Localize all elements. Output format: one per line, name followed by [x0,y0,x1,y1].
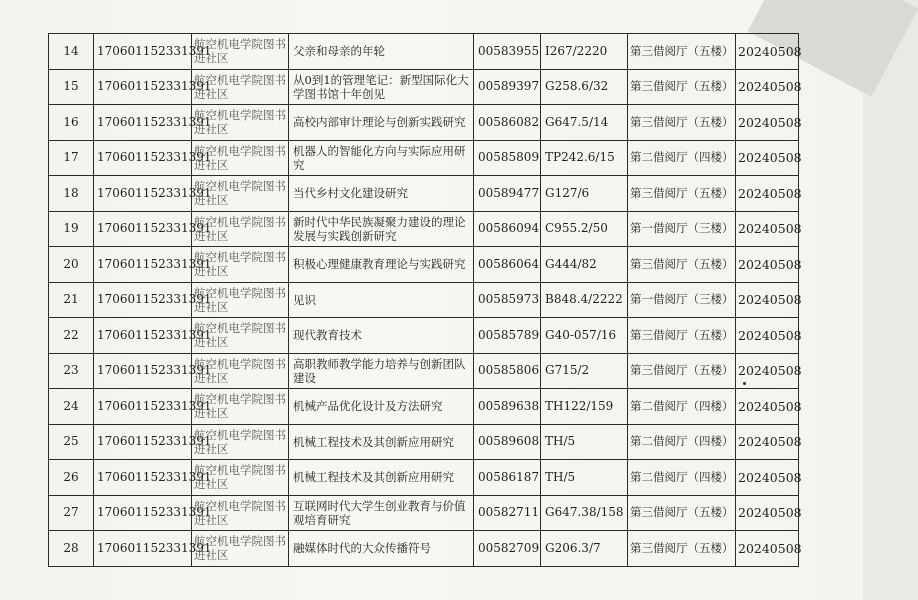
barcode: 00589638 [474,389,541,425]
location: 第三借阅厅（五楼） [628,318,736,354]
book-title: 从0到1的管理笔记：新型国际化大学图书馆十年创见 [289,69,474,105]
barcode: 00585973 [474,282,541,318]
location: 第二借阅厅（四楼） [628,460,736,496]
table-row [49,34,799,70]
table-row [49,424,799,460]
reader-id: 170601152331391 [94,34,192,70]
location: 第三借阅厅（五楼） [628,531,736,567]
call-number: TP242.6/15 [541,140,628,176]
call-number: C955.2/50 [541,211,628,247]
call-number: G647.5/14 [541,105,628,141]
row-number: 24 [49,389,94,425]
book-title: 现代教育技术 [289,318,474,354]
barcode: 00586082 [474,105,541,141]
library-name: 航空机电学院图书进社区 [192,140,289,176]
reader-id: 170601152331391 [94,105,192,141]
table-row [49,318,799,354]
book-title: 高职教师教学能力培养与创新团队建设 [289,353,474,389]
library-name: 航空机电学院图书进社区 [192,247,289,283]
library-name: 航空机电学院图书进社区 [192,34,289,70]
row-number: 15 [49,69,94,105]
call-number: G40-057/16 [541,318,628,354]
library-name: 航空机电学院图书进社区 [192,211,289,247]
call-number: G444/82 [541,247,628,283]
barcode: 00586094 [474,211,541,247]
row-number: 19 [49,211,94,247]
call-number: TH/5 [541,424,628,460]
library-name: 航空机电学院图书进社区 [192,353,289,389]
book-title: 机械工程技术及其创新应用研究 [289,460,474,496]
row-number: 14 [49,34,94,70]
row-number: 26 [49,460,94,496]
call-number: TH122/159 [541,389,628,425]
reader-id: 170601152331391 [94,282,192,318]
reader-id: 170601152331391 [94,69,192,105]
row-number: 18 [49,176,94,212]
row-number: 28 [49,531,94,567]
book-title: 机器人的智能化方向与实际应用研究 [289,140,474,176]
date: 20240508 [736,282,799,318]
barcode: 00582709 [474,531,541,567]
barcode: 00583955 [474,34,541,70]
book-title: 父亲和母亲的年轮 [289,34,474,70]
date: 20240508 [736,176,799,212]
row-number: 20 [49,247,94,283]
call-number: G206.3/7 [541,531,628,567]
library-name: 航空机电学院图书进社区 [192,69,289,105]
library-name: 航空机电学院图书进社区 [192,318,289,354]
barcode: 00589397 [474,69,541,105]
barcode: 00585806 [474,353,541,389]
date: 20240508 [736,211,799,247]
library-name: 航空机电学院图书进社区 [192,531,289,567]
library-name: 航空机电学院图书进社区 [192,105,289,141]
reader-id: 170601152331391 [94,424,192,460]
call-number: B848.4/2222 [541,282,628,318]
reader-id: 170601152331391 [94,140,192,176]
book-title: 高校内部审计理论与创新实践研究 [289,105,474,141]
table-row [49,211,799,247]
call-number: G127/6 [541,176,628,212]
location: 第三借阅厅（五楼） [628,69,736,105]
row-number: 17 [49,140,94,176]
book-list-table [48,33,802,567]
date: 20240508 [736,460,799,496]
location: 第一借阅厅（三楼） [628,211,736,247]
call-number: TH/5 [541,460,628,496]
library-name: 航空机电学院图书进社区 [192,389,289,425]
reader-id: 170601152331391 [94,353,192,389]
row-number: 21 [49,282,94,318]
reader-id: 170601152331391 [94,460,192,496]
reader-id: 170601152331391 [94,318,192,354]
date: 20240508 [736,247,799,283]
location: 第二借阅厅（四楼） [628,389,736,425]
reader-id: 170601152331391 [94,176,192,212]
row-number: 27 [49,495,94,531]
date: 20240508 [736,424,799,460]
barcode: 00589477 [474,176,541,212]
table-row [49,69,799,105]
row-number: 25 [49,424,94,460]
library-name: 航空机电学院图书进社区 [192,460,289,496]
reader-id: 170601152331391 [94,531,192,567]
table-row [49,282,799,318]
call-number: G647.38/158 [541,495,628,531]
reader-id: 170601152331391 [94,247,192,283]
date: 20240508 [736,389,799,425]
book-title: 新时代中华民族凝聚力建设的理论发展与实践创新研究 [289,211,474,247]
book-title: 机械产品优化设计及方法研究 [289,389,474,425]
reader-id: 170601152331391 [94,389,192,425]
book-title: 当代乡村文化建设研究 [289,176,474,212]
barcode: 00586064 [474,247,541,283]
row-number: 16 [49,105,94,141]
location: 第一借阅厅（三楼） [628,282,736,318]
table-row [49,105,799,141]
location: 第三借阅厅（五楼） [628,495,736,531]
call-number: I267/2220 [541,34,628,70]
reader-id: 170601152331391 [94,211,192,247]
library-name: 航空机电学院图书进社区 [192,282,289,318]
location: 第二借阅厅（四楼） [628,424,736,460]
table-row [49,389,799,425]
book-title: 融媒体时代的大众传播符号 [289,531,474,567]
book-title: 积极心理健康教育理论与实践研究 [289,247,474,283]
call-number: G715/2 [541,353,628,389]
location: 第三借阅厅（五楼） [628,34,736,70]
date: 20240508 [736,353,799,389]
book-title: 见识 [289,282,474,318]
library-name: 航空机电学院图书进社区 [192,176,289,212]
date: 20240508 [736,531,799,567]
location: 第二借阅厅（四楼） [628,140,736,176]
barcode: 00585789 [474,318,541,354]
call-number: G258.6/32 [541,69,628,105]
reader-id: 170601152331391 [94,495,192,531]
table-row [49,495,799,531]
library-name: 航空机电学院图书进社区 [192,495,289,531]
barcode: 00585809 [474,140,541,176]
barcode: 00589608 [474,424,541,460]
date: 20240508 [736,34,799,70]
date: 20240508 [736,318,799,354]
row-number: 22 [49,318,94,354]
book-title: 机械工程技术及其创新应用研究 [289,424,474,460]
location: 第三借阅厅（五楼） [628,176,736,212]
table-row [49,460,799,496]
table-row [49,531,799,567]
location: 第三借阅厅（五楼） [628,105,736,141]
date: 20240508 [736,105,799,141]
location: 第三借阅厅（五楼） [628,247,736,283]
barcode: 00582711 [474,495,541,531]
location: 第三借阅厅（五楼） [628,353,736,389]
date: 20240508 [736,69,799,105]
book-title: 互联网时代大学生创业教育与价值观培育研究 [289,495,474,531]
table-row [49,247,799,283]
row-number: 23 [49,353,94,389]
table-row [49,353,799,389]
library-name: 航空机电学院图书进社区 [192,424,289,460]
date: 20240508 [736,495,799,531]
table-row [49,140,799,176]
date: 20240508 [736,140,799,176]
barcode: 00586187 [474,460,541,496]
table-row [49,176,799,212]
ink-dot [743,382,746,385]
